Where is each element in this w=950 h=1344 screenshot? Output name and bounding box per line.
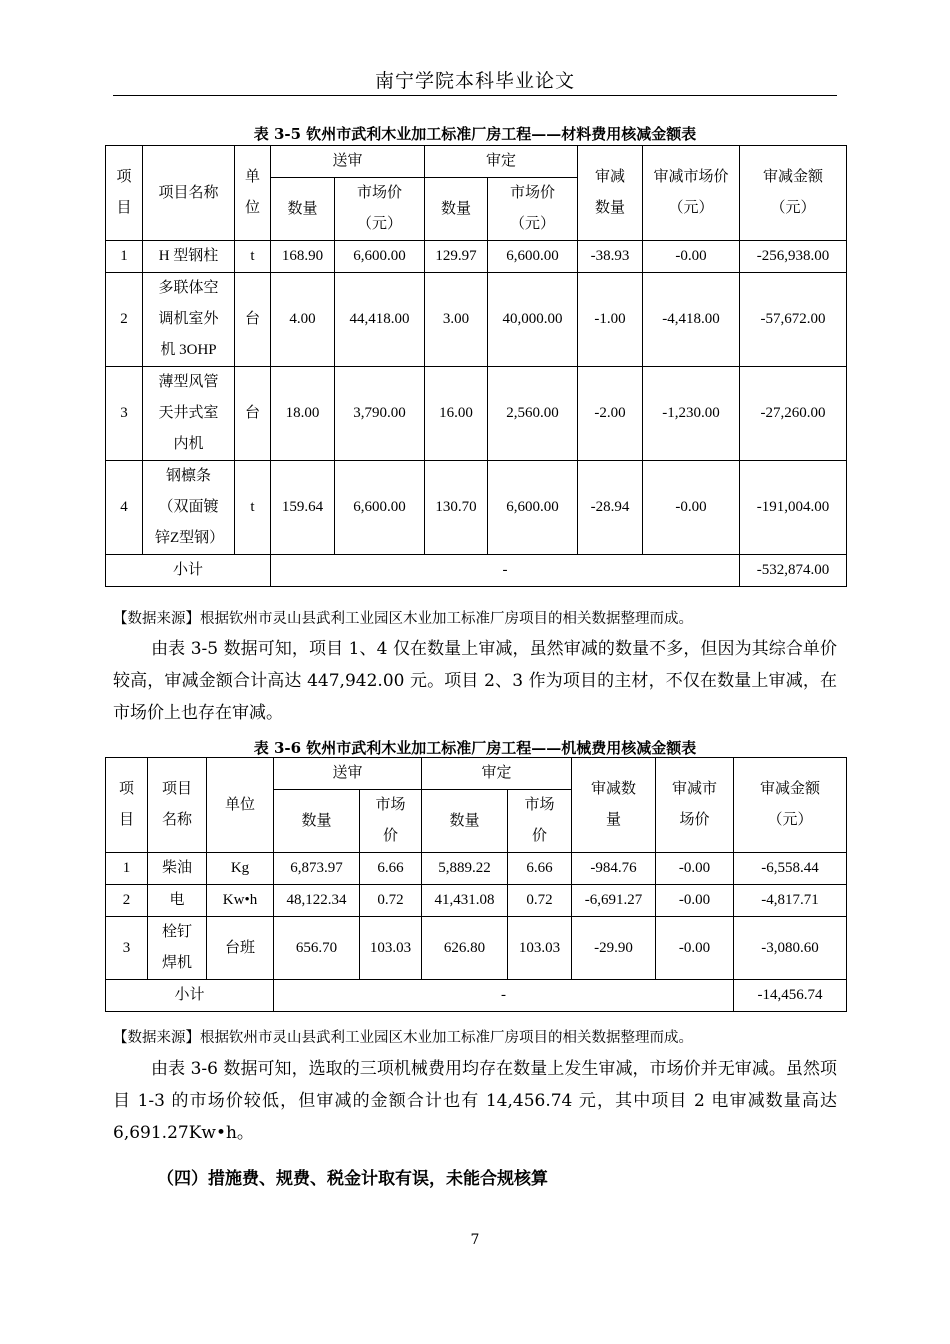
cell-submitted-qty: 6,873.97 [274, 853, 360, 885]
running-header: 南宁学院本科毕业论文 [374, 70, 575, 92]
cell-item-name: 柴油 [148, 853, 207, 885]
cell-cut-qty: -29.90 [572, 917, 656, 980]
cell-cut-amount: -6,558.44 [734, 853, 847, 885]
cell-item-name: 电 [148, 885, 207, 917]
cell-unit: Kw•h [207, 885, 274, 917]
column-header: 审减数量 [578, 146, 643, 241]
cell-cut-qty: -1.00 [578, 273, 643, 367]
cell-submitted-qty: 4.00 [271, 273, 335, 367]
cell-item-name: 栓钉焊机 [148, 917, 207, 980]
cell-submitted-qty: 18.00 [271, 367, 335, 461]
cell-submitted-qty: 656.70 [274, 917, 360, 980]
table-row [106, 367, 847, 461]
cell-approved-price: 40,000.00 [488, 273, 578, 367]
data-source-note: 【数据来源】根据钦州市灵山县武利工业园区木业加工标准厂房项目的相关数据整理而成。 [113, 611, 693, 627]
cell-cut-amount: -3,080.60 [734, 917, 847, 980]
paragraph-text: 由表 3-5 数据可知，项目 1、4 仅在数量上审减，虽然审减的数量不多，但因为其综合单价较高，审减金额合计高达 447,942.00 元。项目 2、3 作为项目的主材，不仅在数量上审减，在市场价上也存在审减。 [113, 639, 837, 723]
cell-approved-price: 0.72 [508, 885, 572, 917]
machinery-cost-table [105, 757, 847, 1012]
cell-approved-qty: 130.70 [425, 461, 488, 555]
cell-unit: Kg [207, 853, 274, 885]
subtotal-row [106, 980, 847, 1012]
materials-cost-table [105, 145, 847, 587]
cell-unit: t [235, 461, 271, 555]
cell-cut-price: -4,418.00 [643, 273, 740, 367]
cell-cut-price: -0.00 [656, 885, 734, 917]
column-header: 数量 [422, 790, 508, 853]
column-header: 审减金额（元） [740, 146, 847, 241]
paragraph-text: 由表 3-6 数据可知，选取的三项机械费用均存在数量上发生审减，市场价并无审减。虽然项目 1-3 的市场价较低，但审减的金额合计也有 14,456.74 元，其中项目 2 电审减数量高达 6,691.27Kw•h。 [113, 1059, 837, 1143]
column-group-header: 审定 [425, 146, 578, 178]
table-row [106, 917, 847, 980]
subtotal-label: 小计 [106, 980, 274, 1012]
table-row [106, 853, 847, 885]
cell-cut-amount: -256,938.00 [740, 241, 847, 273]
cell-cut-amount: -191,004.00 [740, 461, 847, 555]
cell-approved-qty: 129.97 [425, 241, 488, 273]
table-row [106, 273, 847, 367]
column-header: 项目 [106, 146, 143, 241]
column-header: 数量 [271, 178, 335, 241]
cell-submitted-price: 6,600.00 [335, 241, 425, 273]
subtotal-label: 小计 [106, 555, 271, 587]
cell-cut-qty: -38.93 [578, 241, 643, 273]
cell-cut-price: -1,230.00 [643, 367, 740, 461]
cell-submitted-qty: 48,122.34 [274, 885, 360, 917]
column-header: 数量 [425, 178, 488, 241]
column-group-header: 送审 [274, 758, 422, 790]
cell-submitted-price: 3,790.00 [335, 367, 425, 461]
table-row [106, 885, 847, 917]
cell-submitted-price: 0.72 [360, 885, 422, 917]
cell-submitted-price: 44,418.00 [335, 273, 425, 367]
cell-item-no: 2 [106, 273, 143, 367]
column-header: 审减市场价 [656, 758, 734, 853]
cell-cut-amount: -4,817.71 [734, 885, 847, 917]
cell-approved-price: 6,600.00 [488, 461, 578, 555]
cell-item-no: 3 [106, 917, 148, 980]
cell-item-name: 钢檩条（双面镀锌Z型钢） [143, 461, 235, 555]
cell-item-no: 3 [106, 367, 143, 461]
subtotal-dash: - [274, 980, 734, 1012]
column-header: 审减金额（元） [734, 758, 847, 853]
header-divider [113, 95, 837, 96]
cell-unit: 台 [235, 273, 271, 367]
cell-item-no: 1 [106, 853, 148, 885]
cell-approved-qty: 41,431.08 [422, 885, 508, 917]
column-header: 项目名称 [143, 146, 235, 241]
table-caption: 表 3-6 钦州市武利木业加工标准厂房工程——机械费用核减金额表 [253, 739, 697, 757]
column-header: 数量 [274, 790, 360, 853]
cell-approved-price: 103.03 [508, 917, 572, 980]
table-header-row [106, 146, 847, 178]
column-header: 市场价（元） [488, 178, 578, 241]
cell-item-name: H 型钢柱 [143, 241, 235, 273]
column-header: 单位 [235, 146, 271, 241]
cell-item-name: 薄型风管天井式室内机 [143, 367, 235, 461]
column-header: 审减市场价（元） [643, 146, 740, 241]
body-paragraph [113, 1053, 837, 1149]
cell-approved-qty: 5,889.22 [422, 853, 508, 885]
cell-approved-qty: 16.00 [425, 367, 488, 461]
cell-item-no: 2 [106, 885, 148, 917]
table-caption: 表 3-5 钦州市武利木业加工标准厂房工程——材料费用核减金额表 [253, 125, 697, 143]
column-header: 市场价 [508, 790, 572, 853]
cell-unit: 台班 [207, 917, 274, 980]
column-header: 项目 [106, 758, 148, 853]
cell-cut-qty: -28.94 [578, 461, 643, 555]
cell-cut-price: -0.00 [656, 853, 734, 885]
cell-approved-qty: 3.00 [425, 273, 488, 367]
page-number: 7 [470, 1232, 480, 1248]
subtotal-amount: -14,456.74 [734, 980, 847, 1012]
cell-submitted-qty: 159.64 [271, 461, 335, 555]
cell-cut-amount: -57,672.00 [740, 273, 847, 367]
table-row [106, 241, 847, 273]
cell-cut-price: -0.00 [656, 917, 734, 980]
cell-cut-amount: -27,260.00 [740, 367, 847, 461]
cell-cut-qty: -2.00 [578, 367, 643, 461]
body-paragraph [113, 633, 837, 729]
cell-cut-price: -0.00 [643, 461, 740, 555]
cell-item-name: 多联体空调机室外机 3OHP [143, 273, 235, 367]
cell-unit: 台 [235, 367, 271, 461]
column-group-header: 审定 [422, 758, 572, 790]
subtotal-row [106, 555, 847, 587]
column-group-header: 送审 [271, 146, 425, 178]
cell-cut-price: -0.00 [643, 241, 740, 273]
cell-item-no: 1 [106, 241, 143, 273]
cell-submitted-price: 6,600.00 [335, 461, 425, 555]
section-subheading: （四）措施费、规费、税金计取有误，未能合规核算 [157, 1169, 548, 1189]
cell-cut-qty: -6,691.27 [572, 885, 656, 917]
cell-approved-qty: 626.80 [422, 917, 508, 980]
cell-submitted-price: 6.66 [360, 853, 422, 885]
cell-submitted-qty: 168.90 [271, 241, 335, 273]
cell-approved-price: 6,600.00 [488, 241, 578, 273]
column-header: 审减数量 [572, 758, 656, 853]
column-header: 项目名称 [148, 758, 207, 853]
cell-approved-price: 6.66 [508, 853, 572, 885]
data-source-note: 【数据来源】根据钦州市灵山县武利工业园区木业加工标准厂房项目的相关数据整理而成。 [113, 1030, 693, 1046]
table-header-row [106, 758, 847, 790]
cell-submitted-price: 103.03 [360, 917, 422, 980]
subtotal-dash: - [271, 555, 740, 587]
column-header: 市场价（元） [335, 178, 425, 241]
cell-unit: t [235, 241, 271, 273]
table-row [106, 461, 847, 555]
cell-item-no: 4 [106, 461, 143, 555]
cell-approved-price: 2,560.00 [488, 367, 578, 461]
column-header: 单位 [207, 758, 274, 853]
column-header: 市场价 [360, 790, 422, 853]
subtotal-amount: -532,874.00 [740, 555, 847, 587]
cell-cut-qty: -984.76 [572, 853, 656, 885]
